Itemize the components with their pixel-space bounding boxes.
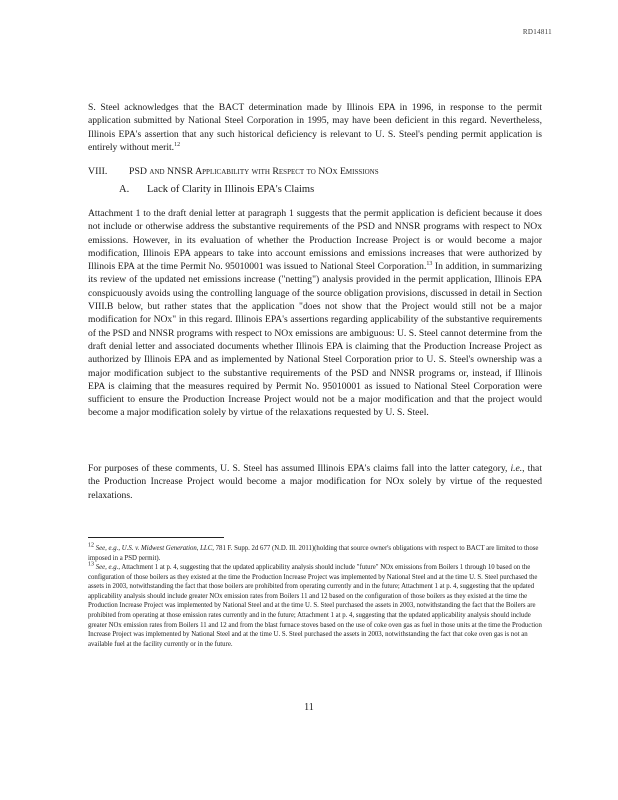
- footnote-12: $^{12}$ See, e.g., U.S. v. Midwest Generation, LLC, 781 F. Supp. 2d 677 (N.D. Ill. 2011)(holding that source owner's obligations with respect to BACT are limited to those imposed in a PSD permit).: [88, 542, 539, 562]
- section-a-letter: A.: [119, 184, 130, 195]
- section-a-title: Lack of Clarity in Illinois EPA's Claims: [147, 184, 315, 195]
- footnote-divider: [88, 537, 224, 538]
- footnote-ref-13: 13: [426, 261, 433, 267]
- intro-paragraph: S. Steel acknowledges that the BACT determination made by Illinois EPA in 1996, in response to the permit application submitted by National Steel Corporation in 1995, may have been deficient in this regard. Nevertheless, Illinois EPA's assertion that any such historical deficiency is relevant to U. S. Steel's pending permit application is entirely without merit.$^{12}$: [88, 102, 542, 153]
- footnote-ref-12: 12: [174, 141, 181, 148]
- purposes-paragraph: For purposes of these comments, U. S. Steel has assumed Illinois EPA's claims fall into the latter category, i.e., that the Production Increase Project would become a major modification for NOx solely by virtue of the requested relaxations.: [88, 463, 542, 501]
- section-a-heading: [119, 184, 314, 195]
- page-number: 11: [304, 702, 314, 713]
- section-viii-heading: [88, 166, 548, 177]
- main-paragraph: Attachment 1 to the draft denial letter at paragraph 1 suggests that the permit application is deficient because it does not include or otherwise address the substantive requirements of the PSD and NNSR programs with respect to NOx emissions. However, in its evaluation of whether the Production Increase Project is or would become a major modification, Illinois EPA appears to take into account emissions and emissions increases that were authorized by Illinois EPA at the time Permit No. 95010001 was issued to National Steel Corporation.$^{13}$ In addition, in summarizing its review of the updated net emissions increase ("netting") analysis provided in the permit application, Illinois EPA conspicuously avoids using the controlling language of the source obligation provisions, discussed in detail in Section VIII.B below, but rather states that the application "does not show that the Project would still not be a major modification for NOx" in this regard. Illinois EPA's assertions regarding applicability of the substantive requirements of the PSD and NNSR programs with respect to NOx emissions are ambiguous: U. S. Steel cannot determine from the draft denial letter and associated documents whether Illinois EPA is claiming that the Production Increase Project as authorized by Illinois EPA and as implemented by National Steel Corporation prior to U. S. Steel's ownership was a major modification subject to the substantive requirements of the PSD and NNSR programs or, instead, if Illinois EPA is claiming that the measures required by Permit No. 95010001 as issued to National Steel Corporation were sufficient to ensure the Production Increase Project would not be a major modification and that the project would become a major modification solely by virtue of the relaxations requested by U. S. Steel.: [88, 208, 543, 419]
- document-id: RD14811: [522, 28, 552, 36]
- section-viii-title: PSD and NNSR Applicability with Respect to NOx Emissions: [129, 166, 379, 177]
- footnote-13: $^{13}$ See, e.g., Attachment 1 at p. 4, suggesting that the updated applicability analysis should include "future" NOx emissions from Boilers 1 through 10 based on the configuration of those boilers as they existed at the time the Production Increase Project was implemented by National Steel and at the time U. S. Steel purchased the assets in 2003, notwithstanding the fact that those boilers are prohibited from operating currently and in the future; Attachment 1 at p. 4, suggesting that the updated applicability analysis should include greater NOx emission rates from Boilers 11 and 12 based on the configuration of those boilers as they existed at the time the Production Increase Project was implemented by National Steel and at the time U. S. Steel purchased the assets in 2003, notwithstanding the fact that the Boilers are prohibited from operating at those emission rates currently and in the future; Attachment 1 at p. 4, suggesting that the updated applicability analysis should include greater NOx emission rates from Boilers 11 and 12 and from the blast furnace stoves based on the use of coke oven gas as fuel in those units at the time the Production Increase Project was implemented by National Steel and at the time U. S. Steel purchased the assets in 2003, notwithstanding the fact that coke oven gas is not an available fuel at the facility currently or in the future.: [88, 561, 542, 648]
- section-viii-number: VIII.: [88, 166, 108, 177]
